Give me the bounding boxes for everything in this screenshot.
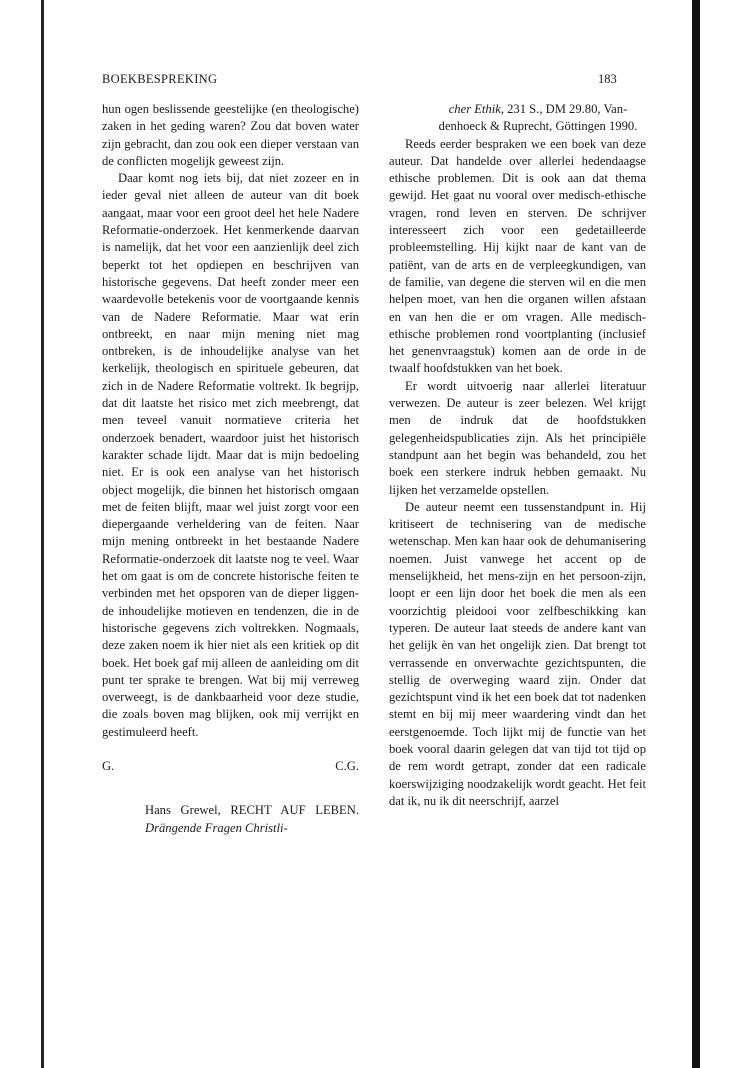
signature-author: C.G.	[335, 758, 359, 773]
book-publication-details: 231 S., DM 29.80, Vandenhoeck & Ruprecht, Göttingen 1990.	[438, 102, 638, 134]
signature-line	[102, 758, 359, 775]
page-edge-right	[692, 0, 700, 1068]
running-header: BOEKBESPREKING	[102, 72, 218, 86]
paragraph: Daar komt nog iets bij, dat niet zozeer en in ieder geval niet alleen de auteur van dit boek aangaat, maar voor een groot deel het hele Nadere Reformatie-onderzoek. Het kenmerkende daarvan is namelijk, dat het voor een aanzienlijk deel zich beperkt tot het opdiepen en beschrijven van historische gegevens. Dat heeft zonder meer een waardevolle betekenis voor de voortgaande kennis van de Nadere Reformatie. Maar wat erin ontbreekt, en naar mijn mening niet mag ontbreken, is de inhoudelijke analyse van het kerkelijk, theologisch en spirituele gebeuren, dat zich in de Nadere Reformatie voltrekt. Ik begrijp, dat dit laatste het risico met zich meebrengt, dat men teveel vanuit normatieve criteria het onderzoek benadert, waardoor juist het historisch karakter schade lijdt. Maar dat is mijn bedoeling niet. Er is ook een analyse van het historisch object mogelijk, die binnen het historisch omgaan met de feiten blijft, maar wel juist zorgt voor een diepergaande verheldering van de feiten. Naar mijn mening ontbreekt in het bestaande Nadere Reformatie-onderzoek dit laatste nog te veel. Waar het om gaat is om de concrete historische feiten te verbinden met het opsporen van de dieper liggende inhoudelijke motieven en tendenzen, die in de historische gegevens zich voltrekken. Nogmaals, deze zaken noem ik hier niet als een kritiek op dit boek. Het boek gaf mij alleen de aanleiding om dit punt ter sprake te brengen. Wat bij mij verreweg overweegt, is de dankbaarheid voor deze studie, die zoals boven mag blijken, ook mij verrijkt en gestimuleerd heeft.	[102, 171, 359, 739]
book-reference-continued	[430, 101, 646, 136]
book-author-title: Hans Grewel, RECHT AUF LEBEN.	[145, 803, 359, 818]
paragraph: Reeds eerder bespraken we een boek van deze auteur. Dat handelde over allerlei hedendaagse ethische problemen. Dit is ook aan dat thema gewijd. Het gaat nu vooral over medisch-ethische vragen, rond leven en sterven. De schrijver interesseert zich voor een gedetailleerde probleemstelling. Hij kijkt naar de kant van de patiënt, van de arts en de verpleegkundigen, van de familie, van degene die sterven wil en die men helpen moet, van hen die organen willen afstaan en van hen die er om vragen. Alle medisch-ethische problemen rond voortplanting (inclusief het genenvraagstuk) komen aan de orde in de twaalf hoofdstukken van het boek.	[389, 136, 646, 376]
signature-initial: G.	[102, 758, 115, 773]
paragraph: hun ogen beslissende geestelijke (en theologische) zaken in het geding waren? Zou dat boven water zijn gebracht, dan zou ook een dieper verstaan van de conflicten mogelijk geweest zijn.	[102, 102, 359, 168]
right-column	[389, 101, 646, 810]
page-edge-left	[41, 0, 44, 1068]
book-reference	[145, 802, 359, 837]
page-number: 183	[598, 72, 617, 86]
paragraph: Er wordt uitvoerig naar allerlei literatuur verwezen. De auteur is zeer belezen. Wel krijgt men de indruk dat de hoofdstukken gelegenheidspublicaties zijn. Als het principiële standpunt aan het begin was behandeld, zou het boek een sterkere indruk hebben gemaakt. Nu lijken het verzamelde opstellen.	[389, 378, 646, 497]
paragraph: De auteur neemt een tussenstandpunt in. Hij kritiseert de technisering van de medische wetenschap. Men kan haar ook de dehumanisering noemen. Juist vanwege het accent op de menselijkheid, het mens-zijn en het persoon-zijn, loopt er een lijn door het boek die men als een voorzichtig pleidooi voor zelfbeschikking kan typeren. De auteur laat steeds de andere kant van het gelijk èn van het ongelijk zien. Dat brengt tot verrassende en onverwachte gezichtspunten, die stellig de overweging waard zijn. Onder dat gezichtspunt vind ik het een boek dat tot nadenken stemt en bij mij meer waardering vindt dan het eerstgenoemde. Toch lijkt mij de functie van het boek vooral daarin gelegen dat van tijd tot tijd op de rem wordt getrapt, zonder dat een radicale koerswijziging noodzakelijk wordt geacht. Het feit dat ik, nu ik dit neerschrijf, aarzel	[389, 499, 646, 808]
book-subtitle: Drängende Fragen Christli-	[145, 820, 288, 835]
left-column	[102, 101, 359, 837]
book-subtitle-end: cher Ethik,	[448, 102, 504, 116]
